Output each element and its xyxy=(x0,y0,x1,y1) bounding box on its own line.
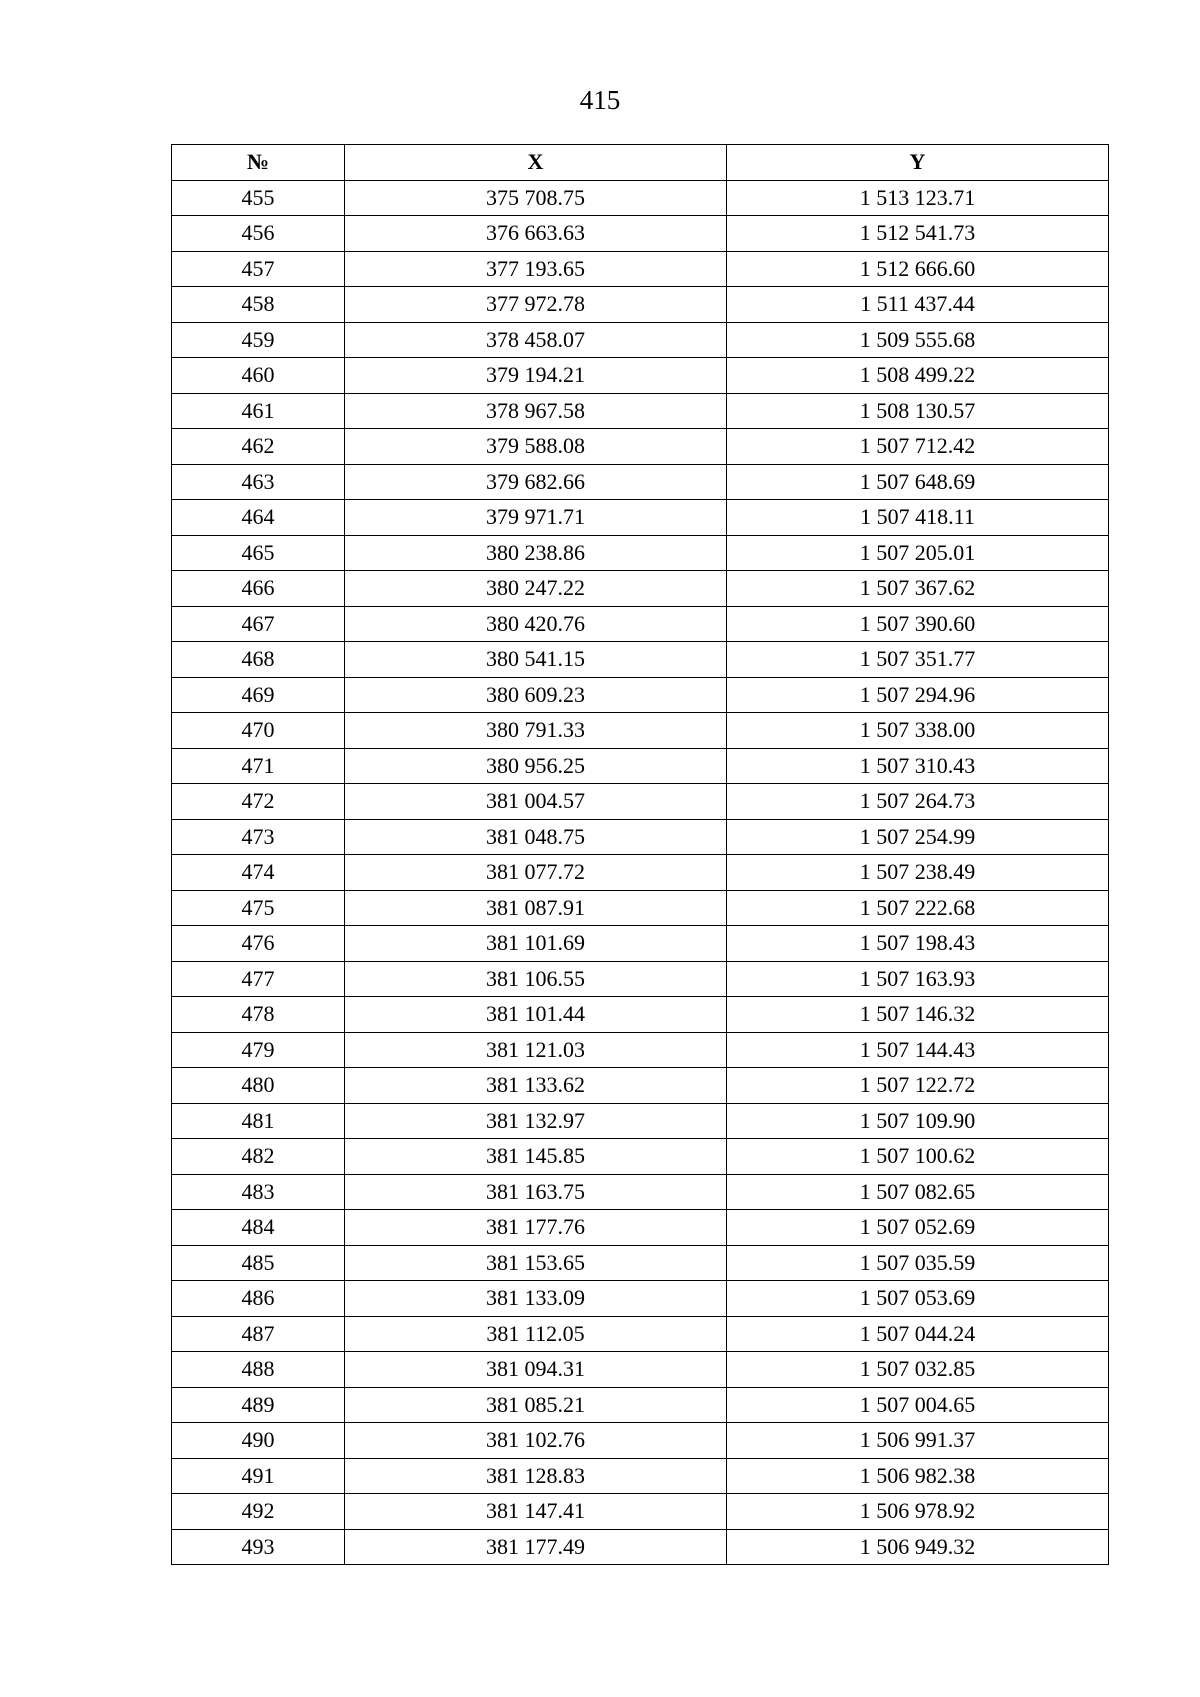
cell-number: 461 xyxy=(172,393,345,429)
table-row xyxy=(172,784,1109,820)
cell-number: 477 xyxy=(172,961,345,997)
table-row xyxy=(172,1139,1109,1175)
cell-x: 381 133.62 xyxy=(345,1068,727,1104)
cell-number: 471 xyxy=(172,748,345,784)
table-row xyxy=(172,926,1109,962)
cell-y: 1 507 163.93 xyxy=(727,961,1109,997)
cell-x: 381 004.57 xyxy=(345,784,727,820)
cell-x: 377 972.78 xyxy=(345,287,727,323)
table-body xyxy=(172,180,1109,1565)
table-row xyxy=(172,1068,1109,1104)
cell-number: 481 xyxy=(172,1103,345,1139)
cell-y: 1 507 238.49 xyxy=(727,855,1109,891)
cell-number: 482 xyxy=(172,1139,345,1175)
cell-y: 1 507 264.73 xyxy=(727,784,1109,820)
cell-y: 1 507 044.24 xyxy=(727,1316,1109,1352)
cell-y: 1 507 032.85 xyxy=(727,1352,1109,1388)
cell-x: 380 247.22 xyxy=(345,571,727,607)
coordinates-table xyxy=(171,144,1109,1565)
cell-number: 463 xyxy=(172,464,345,500)
cell-y: 1 507 198.43 xyxy=(727,926,1109,962)
table-header-row xyxy=(172,145,1109,181)
cell-number: 475 xyxy=(172,890,345,926)
cell-number: 491 xyxy=(172,1458,345,1494)
cell-y: 1 507 053.69 xyxy=(727,1281,1109,1317)
table-row xyxy=(172,535,1109,571)
cell-y: 1 507 648.69 xyxy=(727,464,1109,500)
table-row xyxy=(172,997,1109,1033)
table-row xyxy=(172,216,1109,252)
cell-number: 469 xyxy=(172,677,345,713)
header-number: № xyxy=(172,145,345,181)
table-row xyxy=(172,287,1109,323)
table-row xyxy=(172,961,1109,997)
table-row xyxy=(172,571,1109,607)
cell-y: 1 507 351.77 xyxy=(727,642,1109,678)
table-row xyxy=(172,1281,1109,1317)
table-row xyxy=(172,819,1109,855)
cell-y: 1 507 004.65 xyxy=(727,1387,1109,1423)
cell-y: 1 511 437.44 xyxy=(727,287,1109,323)
table-row xyxy=(172,1316,1109,1352)
cell-number: 490 xyxy=(172,1423,345,1459)
cell-y: 1 508 130.57 xyxy=(727,393,1109,429)
cell-number: 464 xyxy=(172,500,345,536)
cell-number: 470 xyxy=(172,713,345,749)
cell-x: 381 106.55 xyxy=(345,961,727,997)
header-y: Y xyxy=(727,145,1109,181)
table-row xyxy=(172,855,1109,891)
cell-y: 1 506 982.38 xyxy=(727,1458,1109,1494)
table-row xyxy=(172,500,1109,536)
cell-number: 466 xyxy=(172,571,345,607)
cell-number: 478 xyxy=(172,997,345,1033)
cell-number: 468 xyxy=(172,642,345,678)
cell-x: 381 101.44 xyxy=(345,997,727,1033)
page-number: 415 xyxy=(579,85,621,115)
cell-number: 457 xyxy=(172,251,345,287)
cell-number: 472 xyxy=(172,784,345,820)
table-row xyxy=(172,429,1109,465)
table-row xyxy=(172,1174,1109,1210)
cell-x: 378 458.07 xyxy=(345,322,727,358)
cell-number: 462 xyxy=(172,429,345,465)
cell-number: 492 xyxy=(172,1494,345,1530)
table-row xyxy=(172,713,1109,749)
cell-x: 381 177.76 xyxy=(345,1210,727,1246)
cell-number: 488 xyxy=(172,1352,345,1388)
table-row xyxy=(172,322,1109,358)
cell-number: 487 xyxy=(172,1316,345,1352)
cell-y: 1 507 205.01 xyxy=(727,535,1109,571)
cell-y: 1 507 035.59 xyxy=(727,1245,1109,1281)
cell-y: 1 506 949.32 xyxy=(727,1529,1109,1565)
cell-y: 1 507 390.60 xyxy=(727,606,1109,642)
cell-number: 455 xyxy=(172,180,345,216)
cell-x: 381 145.85 xyxy=(345,1139,727,1175)
cell-y: 1 507 222.68 xyxy=(727,890,1109,926)
cell-x: 380 791.33 xyxy=(345,713,727,749)
cell-y: 1 507 082.65 xyxy=(727,1174,1109,1210)
cell-y: 1 513 123.71 xyxy=(727,180,1109,216)
cell-x: 381 177.49 xyxy=(345,1529,727,1565)
header-x: X xyxy=(345,145,727,181)
cell-x: 380 420.76 xyxy=(345,606,727,642)
cell-x: 377 193.65 xyxy=(345,251,727,287)
cell-y: 1 507 052.69 xyxy=(727,1210,1109,1246)
cell-x: 381 102.76 xyxy=(345,1423,727,1459)
cell-y: 1 507 294.96 xyxy=(727,677,1109,713)
table-row xyxy=(172,1210,1109,1246)
table-row xyxy=(172,1494,1109,1530)
cell-x: 381 163.75 xyxy=(345,1174,727,1210)
table-row xyxy=(172,1032,1109,1068)
table-row xyxy=(172,464,1109,500)
cell-x: 381 132.97 xyxy=(345,1103,727,1139)
table-row xyxy=(172,748,1109,784)
table-row xyxy=(172,1103,1109,1139)
cell-number: 473 xyxy=(172,819,345,855)
cell-y: 1 512 666.60 xyxy=(727,251,1109,287)
cell-number: 493 xyxy=(172,1529,345,1565)
cell-x: 375 708.75 xyxy=(345,180,727,216)
cell-x: 379 682.66 xyxy=(345,464,727,500)
cell-number: 474 xyxy=(172,855,345,891)
cell-y: 1 512 541.73 xyxy=(727,216,1109,252)
cell-x: 381 094.31 xyxy=(345,1352,727,1388)
table-row xyxy=(172,606,1109,642)
cell-x: 381 085.21 xyxy=(345,1387,727,1423)
cell-x: 380 609.23 xyxy=(345,677,727,713)
cell-x: 379 588.08 xyxy=(345,429,727,465)
cell-y: 1 507 338.00 xyxy=(727,713,1109,749)
cell-x: 381 101.69 xyxy=(345,926,727,962)
table-row xyxy=(172,358,1109,394)
table-row xyxy=(172,890,1109,926)
table-row xyxy=(172,180,1109,216)
cell-y: 1 507 254.99 xyxy=(727,819,1109,855)
table-row xyxy=(172,1458,1109,1494)
cell-x: 379 194.21 xyxy=(345,358,727,394)
cell-y: 1 508 499.22 xyxy=(727,358,1109,394)
cell-number: 479 xyxy=(172,1032,345,1068)
cell-y: 1 507 418.11 xyxy=(727,500,1109,536)
cell-y: 1 507 100.62 xyxy=(727,1139,1109,1175)
cell-x: 380 541.15 xyxy=(345,642,727,678)
cell-number: 456 xyxy=(172,216,345,252)
cell-number: 467 xyxy=(172,606,345,642)
cell-y: 1 507 146.32 xyxy=(727,997,1109,1033)
cell-x: 381 112.05 xyxy=(345,1316,727,1352)
cell-y: 1 507 109.90 xyxy=(727,1103,1109,1139)
cell-x: 381 121.03 xyxy=(345,1032,727,1068)
cell-x: 381 128.83 xyxy=(345,1458,727,1494)
table-row xyxy=(172,642,1109,678)
cell-y: 1 507 712.42 xyxy=(727,429,1109,465)
cell-y: 1 509 555.68 xyxy=(727,322,1109,358)
table-row xyxy=(172,251,1109,287)
cell-number: 465 xyxy=(172,535,345,571)
table-row xyxy=(172,1529,1109,1565)
cell-y: 1 506 978.92 xyxy=(727,1494,1109,1530)
cell-number: 483 xyxy=(172,1174,345,1210)
cell-y: 1 507 122.72 xyxy=(727,1068,1109,1104)
cell-x: 380 956.25 xyxy=(345,748,727,784)
cell-number: 485 xyxy=(172,1245,345,1281)
cell-x: 381 133.09 xyxy=(345,1281,727,1317)
cell-number: 460 xyxy=(172,358,345,394)
cell-number: 459 xyxy=(172,322,345,358)
cell-x: 376 663.63 xyxy=(345,216,727,252)
cell-x: 381 087.91 xyxy=(345,890,727,926)
cell-number: 458 xyxy=(172,287,345,323)
cell-y: 1 507 310.43 xyxy=(727,748,1109,784)
cell-number: 489 xyxy=(172,1387,345,1423)
cell-x: 378 967.58 xyxy=(345,393,727,429)
cell-number: 486 xyxy=(172,1281,345,1317)
cell-x: 381 048.75 xyxy=(345,819,727,855)
cell-y: 1 507 144.43 xyxy=(727,1032,1109,1068)
cell-y: 1 506 991.37 xyxy=(727,1423,1109,1459)
table-row xyxy=(172,1423,1109,1459)
cell-number: 476 xyxy=(172,926,345,962)
table-row xyxy=(172,677,1109,713)
table-row xyxy=(172,393,1109,429)
cell-x: 380 238.86 xyxy=(345,535,727,571)
cell-y: 1 507 367.62 xyxy=(727,571,1109,607)
table-row xyxy=(172,1387,1109,1423)
cell-number: 484 xyxy=(172,1210,345,1246)
cell-x: 379 971.71 xyxy=(345,500,727,536)
table-row xyxy=(172,1352,1109,1388)
cell-x: 381 153.65 xyxy=(345,1245,727,1281)
cell-x: 381 147.41 xyxy=(345,1494,727,1530)
cell-x: 381 077.72 xyxy=(345,855,727,891)
table-row xyxy=(172,1245,1109,1281)
cell-number: 480 xyxy=(172,1068,345,1104)
